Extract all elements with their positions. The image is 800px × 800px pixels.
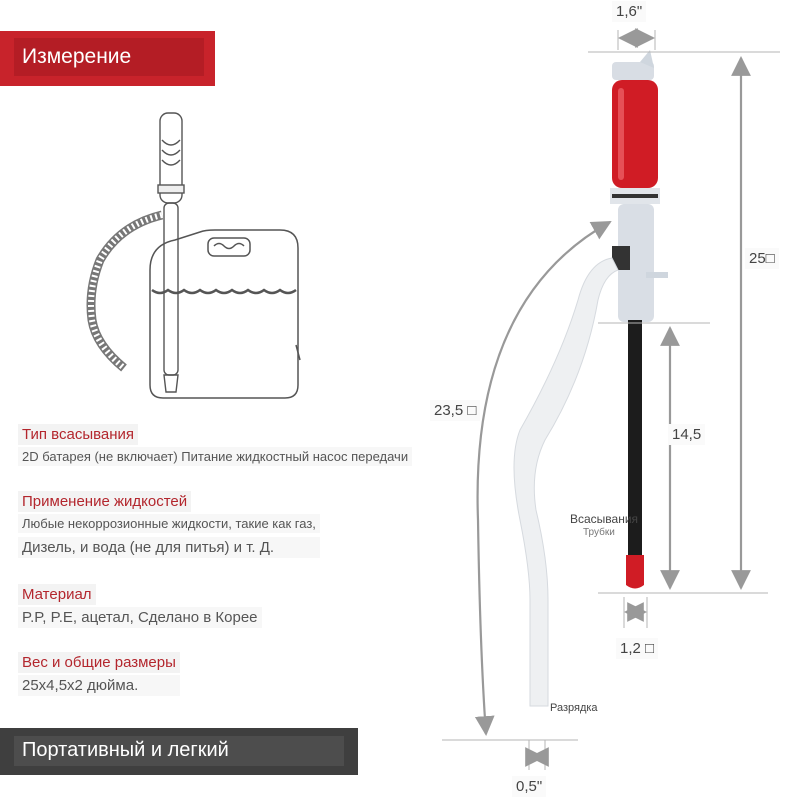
dimension-width-top: 1,6" bbox=[612, 1, 646, 22]
dimension-suction-diameter: 1,2 □ bbox=[616, 638, 658, 659]
spec-value: Дизель, и вода (не для питья) и т. Д. bbox=[18, 537, 320, 558]
dimension-guides bbox=[442, 30, 780, 770]
dimension-arrows bbox=[478, 38, 741, 757]
label-suction-tube-sub: Трубки bbox=[583, 527, 615, 538]
spec-heading: Вес и общие размеры bbox=[18, 652, 180, 673]
dimension-hose-diameter: 0,5" bbox=[512, 776, 546, 797]
spec-heading: Материал bbox=[18, 584, 96, 605]
spec-value: 25x4,5x2 дюйма. bbox=[18, 675, 180, 696]
dimension-hose-length: 23,5 □ bbox=[430, 400, 480, 421]
dimension-total-length: 25□ bbox=[745, 248, 779, 269]
spec-value: 2D батарея (не включает) Питание жидкостный насос передачи bbox=[18, 447, 412, 466]
spec-heading: Применение жидкостей bbox=[18, 491, 191, 512]
pump-photo bbox=[514, 50, 668, 706]
spec-value: P.P, P.E, ацетал, Сделано в Корее bbox=[18, 607, 262, 628]
dimension-suction-length: 14,5 bbox=[668, 424, 705, 445]
label-discharge: Разрядка bbox=[550, 702, 598, 714]
page-title: Измерение bbox=[22, 45, 132, 68]
pump-sketch bbox=[91, 113, 184, 392]
slogan-text: Портативный и легкий bbox=[22, 739, 229, 761]
canister-illustration bbox=[150, 230, 300, 398]
label-suction-tube: Всасывания bbox=[570, 512, 639, 526]
spec-heading: Тип всасывания bbox=[18, 424, 138, 445]
spec-value: Любые некоррозионные жидкости, такие как газ, bbox=[18, 514, 320, 533]
